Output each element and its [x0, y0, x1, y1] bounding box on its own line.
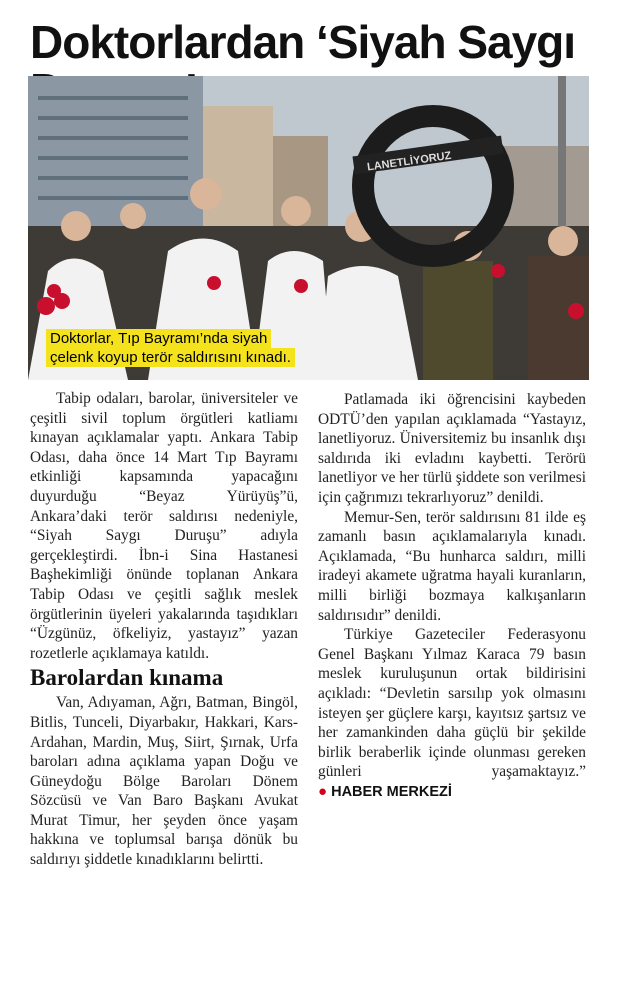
photo-caption [46, 329, 295, 367]
subheading-barolar: Barolardan kınama [30, 665, 224, 691]
paragraph-odtu: Patlamada iki öğrencisini kaybeden ODTÜ’den yapılan açıklamada “Yastayız, lanetliyoruz. Üniversitemiz bu insanlık dışı saldırıda iki evladını kaybetti. Terörü lanetliyor ve her türlü şiddete son verilmesi için çağrımızı tekrarlıyoruz” denildi. [318, 391, 586, 506]
caption-line-2: çelenk koyup terör saldırısını kınadı. [46, 348, 295, 367]
paragraph-memur-sen: Memur-Sen, terör saldırısını 81 ilde eş zamanlı basın açıklamalarıyla kınadı. Açıklamada, “Bu hunharca saldırı, milli iradeyi akamete uğratma hayali kuranların, milli birliği bozmaya kalkışanların saldırısıdır” denildi. [318, 508, 586, 624]
paragraph-tgf-text: Türkiye Gazeteciler Federasyonu Genel Başkanı Yılmaz Karaca 79 basın meslek kuruluşunun ortak bildirisini açıkladı: “Devletin sarsılıp yok olmasını isteyen şer güçlere karşı, kayıtsız şartsız ve her zamankinden daha güçlü bir şekilde birlik beraberlik içinde olunması gereken günleri yaşamaktayız.” [318, 626, 586, 781]
paragraph-barolar: Van, Adıyaman, Ağrı, Batman, Bingöl, Bitlis, Tunceli, Diyarbakır, Hakkari, Kars-Ardahan, Mardin, Muş, Siirt, Şırnak, Urfa baroları adına açıklama yapan Doğu ve Güneydoğu Bölge Baroları Dönem Sözcüsü ve Van Baro Başkanı Avukat Murat Timur, her şeyden önce yaşam hakkına ve toplumsal barışa dönük bu saldırıyı şiddetle kınadıklarını belirtti. [30, 694, 298, 869]
article-column-right [318, 390, 586, 802]
wreath-ribbon-text: LANETLİYORUZ [366, 149, 453, 174]
byline [318, 784, 452, 800]
bullet-icon: ● [318, 782, 328, 800]
paragraph-tgf [318, 625, 586, 802]
article-column-left [30, 389, 298, 870]
headline: Doktorlardan ‘Siyah Saygı [30, 16, 576, 68]
paragraph-intro: Tabip odaları, barolar, üniversiteler ve çeşitli sivil toplum örgütleri katliamı kınayan açıklamalar yaptı. Ankara Tabip Odası, daha önce 14 Mart Tıp Bayramı etkinliği kapsamında yapacağını duyurduğu “Beyaz Yürüyüş”ü, Ankara’daki terör saldırısı nedeniyle, “Siyah Saygı Duruşu” adıyla gerçekleştirdi. İbn-i Sina Hastanesi Başhekimliği önünde toplanan Ankara Tabip Odası ve çeşitli sağlık meslek örgütlerinin üyeleri yakalarında taşıdıkları “Üzgünüz, öfkeliyiz, yastayız” yazan rozetlerle açıklamaya katıldı. [30, 390, 298, 662]
caption-line-1: Doktorlar, Tıp Bayramı’nda siyah [46, 329, 271, 348]
byline-text: HABER MERKEZİ [331, 783, 452, 800]
